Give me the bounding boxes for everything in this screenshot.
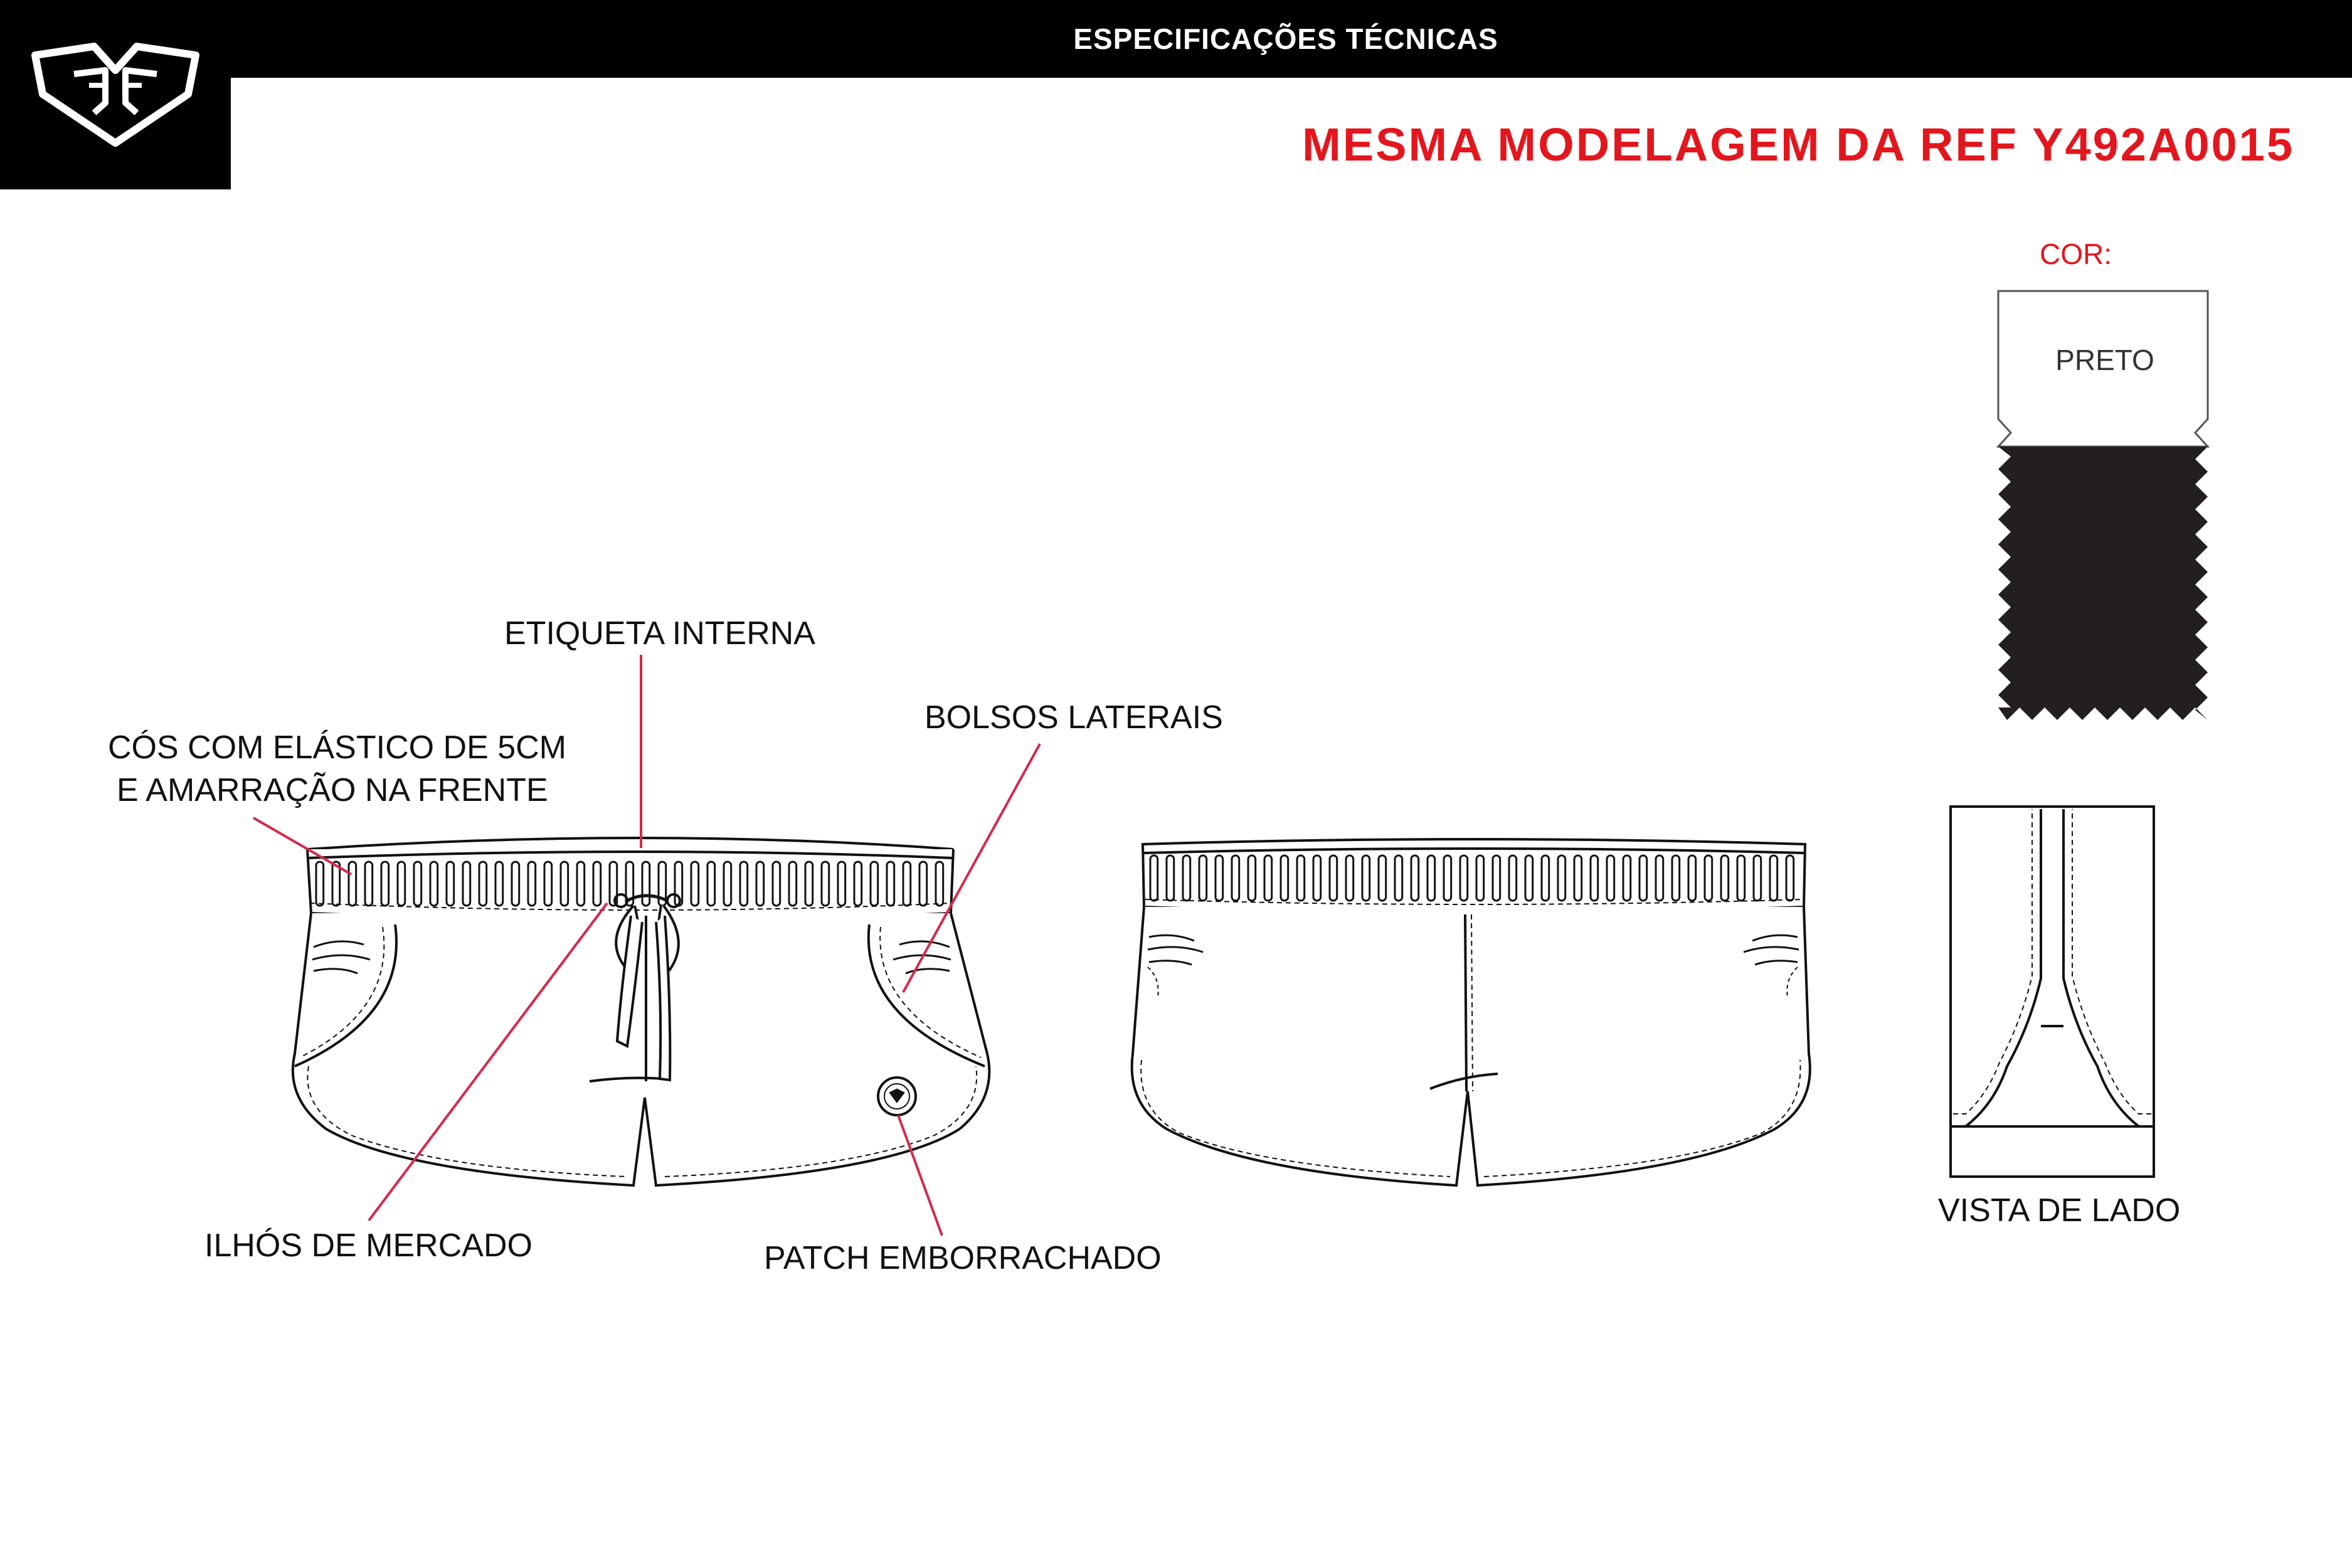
callout-patch: PATCH EMBORRACHADO	[764, 1240, 1162, 1276]
back-view-shorts	[1132, 839, 1810, 1185]
color-swatch	[1998, 291, 2208, 720]
callout-ilhos: ILHÓS DE MERCADO	[204, 1227, 532, 1264]
callout-bolsos-laterais: BOLSOS LATERAIS	[924, 699, 1223, 736]
leader-cos	[253, 818, 351, 874]
reference-subtitle: MESMA MODELAGEM DA REF Y492A0015	[1302, 119, 2294, 171]
callout-cos-line2: E AMARRAÇÃO NA FRENTE	[117, 772, 548, 808]
swatch-fabric	[1998, 447, 2208, 720]
side-view-shorts	[1951, 807, 2154, 1177]
side-view-label: VISTA DE LADO	[1938, 1192, 2181, 1229]
front-view-shorts	[293, 838, 989, 1185]
swatch-color-name: PRETO	[2055, 344, 2154, 376]
callout-etiqueta-interna: ETIQUETA INTERNA	[504, 615, 815, 652]
callout-cos-line1: CÓS COM ELÁSTICO DE 5CM	[108, 729, 566, 766]
header-title: ESPECIFICAÇÕES TÉCNICAS	[1073, 23, 1498, 55]
color-label: COR:	[2040, 238, 2112, 270]
